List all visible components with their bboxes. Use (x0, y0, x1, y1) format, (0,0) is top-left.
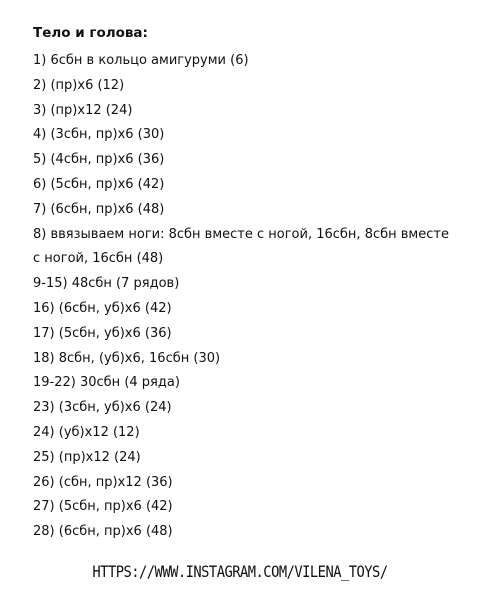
pattern-row: 19-22) 30сбн (4 ряда) (33, 375, 180, 391)
pattern-row: 9-15) 48сбн (7 рядов) (33, 276, 180, 292)
pattern-row: 1) 6сбн в кольцо амигуруми (6) (33, 53, 249, 68)
pattern-row: 3) (пр)х12 (24) (33, 102, 133, 118)
instagram-watermark: HTTPS://WWW.INSTAGRAM.COM/VILENA_TOYS/ (92, 562, 388, 581)
pattern-row: 2) (пр)х6 (12) (33, 77, 125, 93)
pattern-row: 28) (6сбн, пр)х6 (48) (33, 524, 173, 540)
pattern-row: 7) (6сбн, пр)х6 (48) (33, 201, 165, 217)
pattern-row: 17) (5сбн, уб)х6 (36) (33, 325, 172, 341)
pattern-row: 8) ввязываем ноги: 8сбн вместе с ногой, 16сбн, 8сбн вместе с ногой, 16сбн (48) (33, 226, 449, 267)
pattern-row: 24) (уб)х12 (12) (33, 424, 140, 440)
pattern-row: 6) (5сбн, пр)х6 (42) (33, 176, 165, 192)
pattern-row: 4) (3сбн, пр)х6 (30) (33, 127, 165, 143)
section-title: Тело и голова: (33, 25, 148, 41)
pattern-document (33, 25, 463, 545)
pattern-row: 5) (4сбн, пр)х6 (36) (33, 152, 165, 168)
pattern-row: 23) (3сбн, уб)х6 (24) (33, 400, 172, 416)
pattern-row: 16) (6сбн, уб)х6 (42) (33, 300, 172, 316)
pattern-row: 27) (5сбн, пр)х6 (42) (33, 499, 173, 515)
pattern-row: 18) 8сбн, (уб)х6, 16сбн (30) (33, 350, 221, 366)
pattern-row: 25) (пр)х12 (24) (33, 449, 141, 465)
row-list (33, 49, 463, 545)
pattern-row: 26) (сбн, пр)х12 (36) (33, 474, 173, 490)
